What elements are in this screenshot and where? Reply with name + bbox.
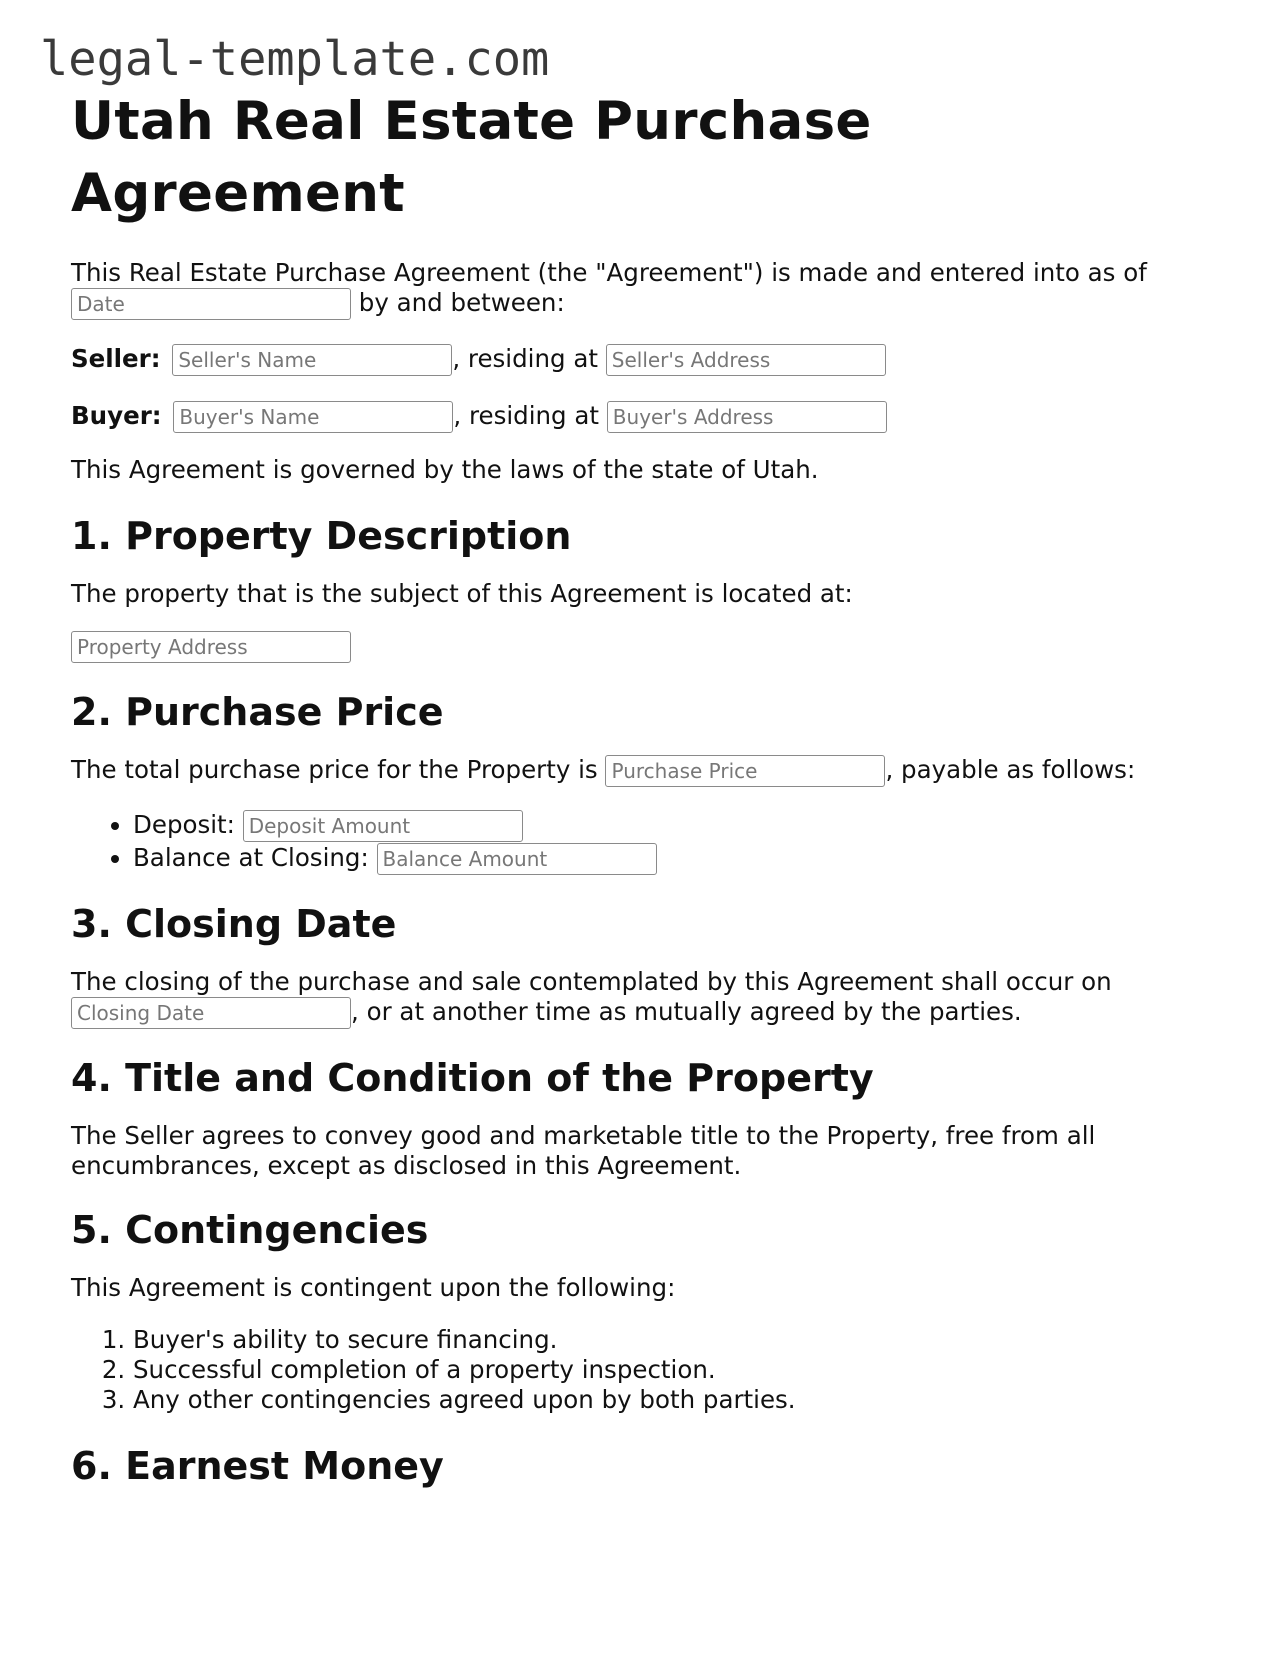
list-item [133, 842, 1221, 875]
property-text: The property that is the subject of this Agreement is located at: [71, 579, 853, 608]
purchase-price-input[interactable] [605, 755, 885, 787]
deposit-amount-input[interactable] [243, 810, 523, 842]
buyer-line [71, 401, 1221, 433]
section-heading-closing: 3. Closing Date [71, 902, 397, 946]
section-heading-price: 2. Purchase Price [71, 690, 444, 734]
list-item: 3. Any other contingencies agreed upon by both parties. [133, 1385, 1221, 1415]
closing-text: The closing of the purchase and sale contemplated by this Agreement shall occur on [71, 967, 1112, 996]
intro-text-after: by and between: [358, 288, 565, 317]
section-heading-property: 1. Property Description [71, 514, 572, 558]
price-text: The total purchase price for the Property is [71, 755, 598, 784]
balance-amount-input[interactable] [377, 843, 657, 875]
property-address-input[interactable] [71, 631, 351, 663]
agreement-document [71, 86, 1221, 1489]
title-text: The Seller agrees to convey good and marketable title to the Property, free from all encumbrances, except as disclosed in this Agreement. [71, 1121, 1096, 1180]
deposit-label: Deposit: [133, 810, 235, 839]
contingencies-text: This Agreement is contingent upon the following: [71, 1273, 676, 1302]
seller-name-input[interactable] [172, 344, 452, 376]
section-heading-contingencies: 5. Contingencies [71, 1208, 429, 1252]
closing-date-input[interactable] [71, 997, 351, 1029]
intro-text: This Real Estate Purchase Agreement (the "Agreement") is made and entered into as of [71, 258, 1147, 287]
closing-paragraph [71, 967, 1221, 1029]
section-heading-earnest: 6. Earnest Money [71, 1444, 444, 1488]
buyer-label: Buyer: [71, 401, 162, 430]
section-heading-title: 4. Title and Condition of the Property [71, 1056, 874, 1100]
payment-list [71, 809, 1221, 875]
buyer-address-input[interactable] [607, 401, 887, 433]
watermark: legal-template.com [40, 32, 550, 87]
seller-line [71, 344, 1221, 376]
buyer-name-input[interactable] [173, 401, 453, 433]
governing-law-text: This Agreement is governed by the laws of the state of Utah. [71, 455, 819, 484]
price-line [71, 755, 1221, 787]
list-item: 1. Buyer's ability to secure financing. [133, 1325, 1221, 1355]
buyer-residing-text: , residing at [453, 401, 599, 430]
agreement-date-input[interactable] [71, 288, 351, 320]
seller-residing-text: , residing at [452, 344, 598, 373]
price-text-after: , payable as follows: [885, 755, 1136, 784]
balance-label: Balance at Closing: [133, 843, 369, 872]
property-address-row [71, 631, 1221, 663]
list-item: 2. Successful completion of a property inspection. [133, 1355, 1221, 1385]
contingencies-list [71, 1325, 1221, 1415]
seller-label: Seller: [71, 344, 161, 373]
page-title: Utah Real Estate Purchase Agreement [71, 91, 872, 224]
list-item [133, 809, 1221, 842]
intro-paragraph [71, 258, 1221, 320]
closing-text-after: , or at another time as mutually agreed by the parties. [351, 997, 1022, 1026]
seller-address-input[interactable] [606, 344, 886, 376]
